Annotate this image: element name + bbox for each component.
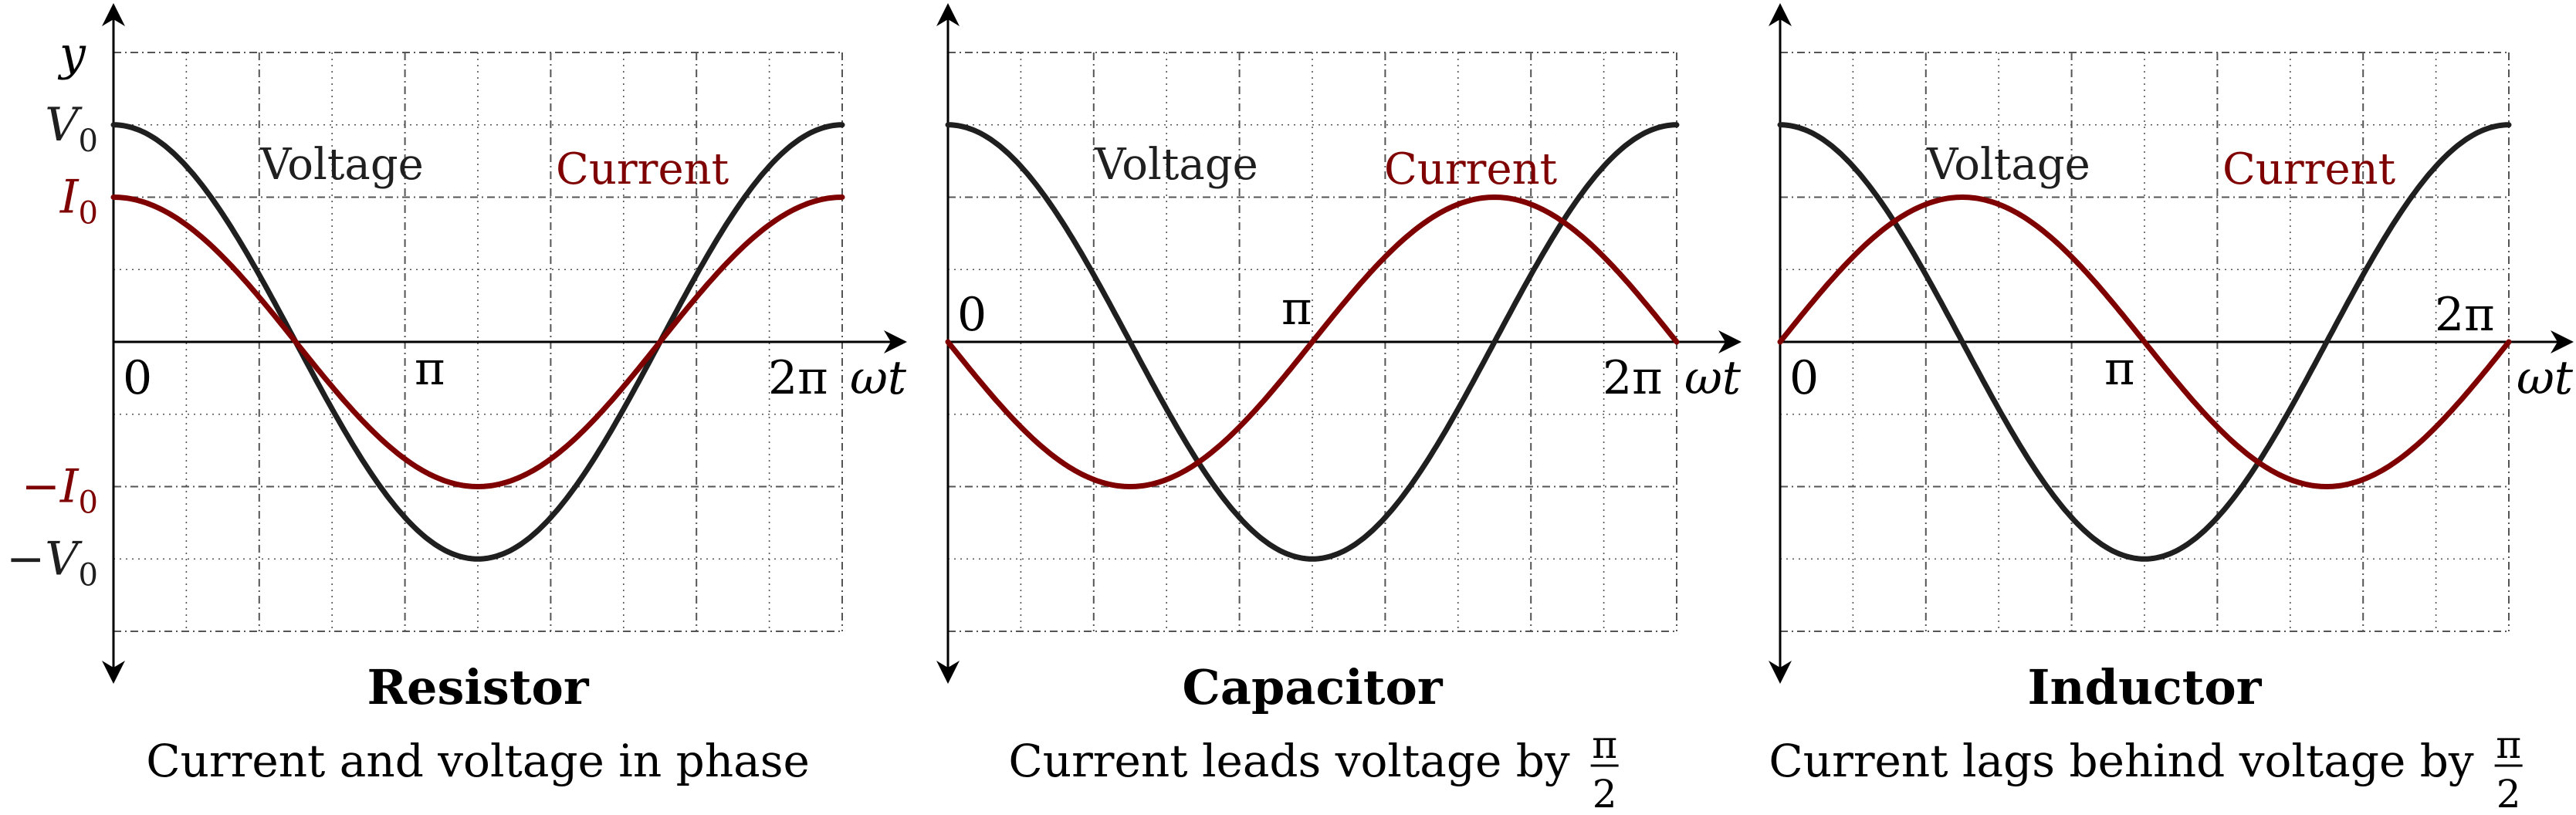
fraction-numerator: π [2496, 722, 2522, 767]
series-label-current: Current [1384, 144, 1558, 194]
x-tick-label: π [1281, 282, 1312, 336]
panel-subtitle: Current leads voltage by [1008, 735, 1570, 787]
y-axis-label: y [59, 27, 86, 81]
x-tick-label: π [415, 342, 445, 396]
series-label-voltage: Voltage [260, 140, 424, 190]
x-tick-label: 2π [2435, 288, 2495, 342]
y-tick-label: $-V_0$ [5, 532, 98, 593]
x-tick-label: 0 [957, 288, 987, 342]
panel-subtitle: Current and voltage in phase [146, 735, 810, 787]
x-tick-label: 2π [1603, 351, 1663, 405]
panel-title: Inductor [2027, 659, 2262, 715]
series-label-voltage: Voltage [1927, 140, 2090, 190]
y-tick-label: $V_0$ [45, 97, 98, 159]
fraction-denominator: 2 [2496, 772, 2521, 815]
fraction-numerator: π [1592, 722, 1618, 767]
series-label-voltage: Voltage [1095, 140, 1258, 190]
x-axis-label: ωt [1684, 351, 1742, 405]
x-tick-label: 2π [768, 351, 828, 405]
y-tick-label: $I_0$ [59, 170, 98, 232]
panel-resistor [6, 8, 907, 787]
panel-title: Capacitor [1182, 659, 1443, 715]
panel-subtitle: Current lags behind voltage by [1769, 735, 2474, 787]
x-tick-label: 0 [1789, 351, 1819, 405]
series-label-current: Current [556, 144, 729, 194]
x-axis-label: ωt [850, 351, 907, 405]
x-tick-label: π [2104, 342, 2135, 396]
series-label-current: Current [2222, 144, 2396, 194]
panel-capacitor [948, 8, 1742, 815]
x-tick-label: 0 [123, 351, 153, 405]
panel-title: Resistor [367, 659, 589, 715]
y-tick-label: $-I_0$ [21, 459, 98, 521]
x-axis-label: ωt [2517, 351, 2574, 405]
fraction-denominator: 2 [1592, 772, 1617, 815]
panel-inductor [1769, 8, 2574, 815]
